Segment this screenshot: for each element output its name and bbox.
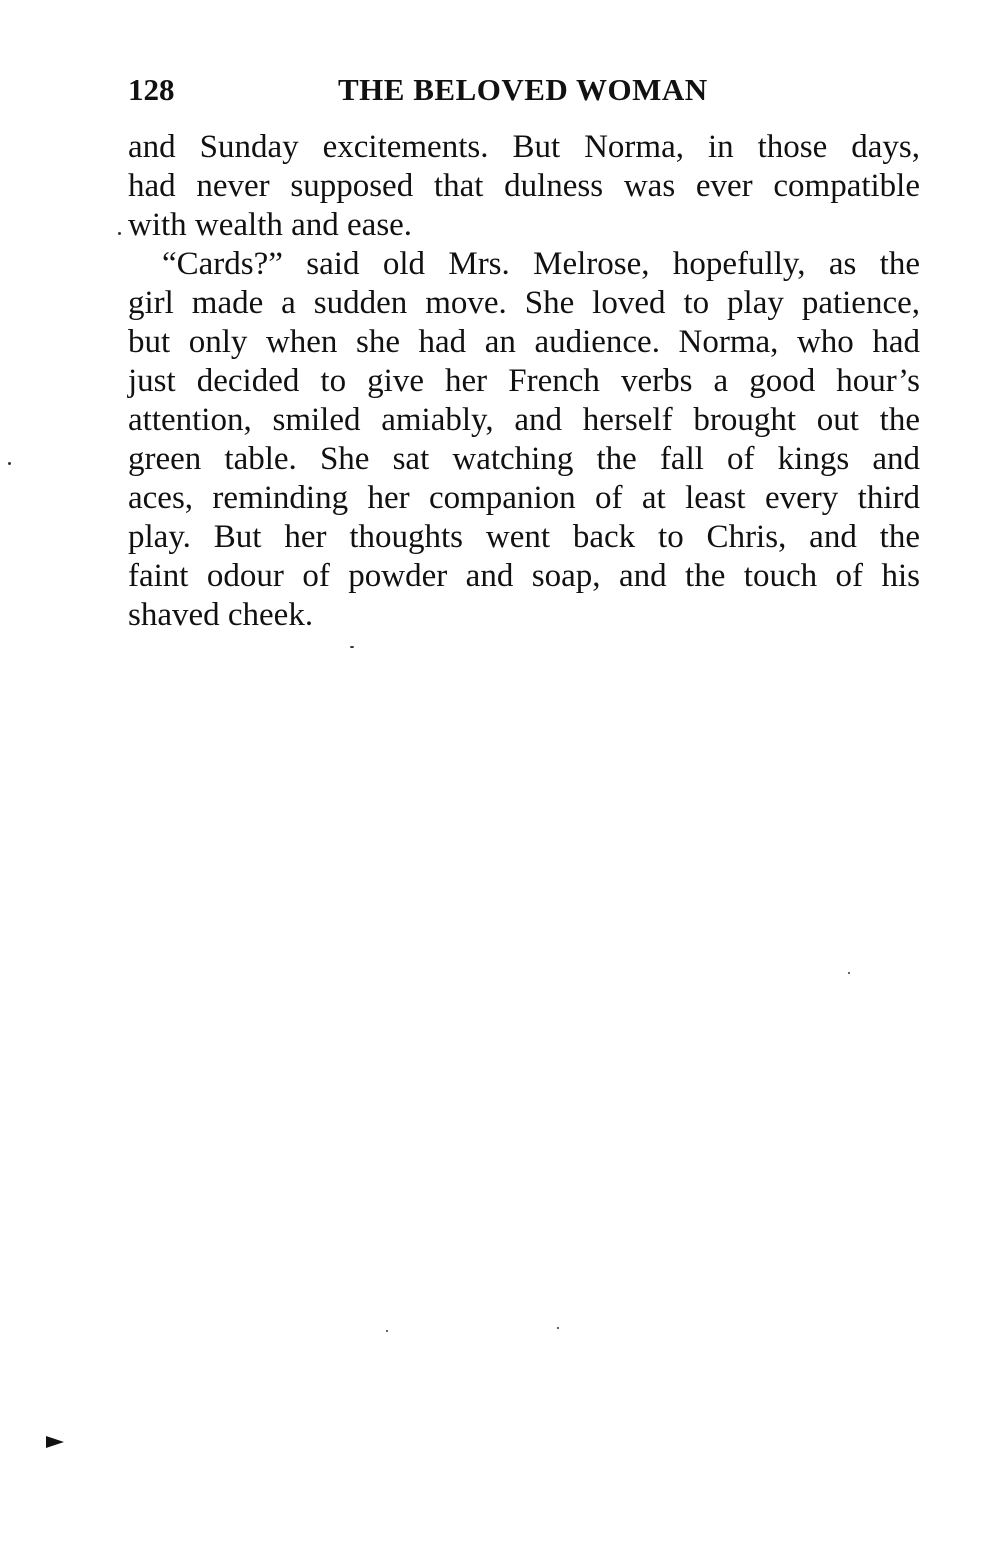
paragraph	[128, 245, 920, 635]
text-line: but only when she had an audience. Norma, who had	[128, 324, 920, 360]
text-line: play. But her thoughts went back to Chris, and the	[128, 519, 920, 555]
text-line: just decided to give her French verbs a good hour’s	[128, 363, 920, 399]
text-line: and Sunday excitements. But Norma, in those days,	[128, 129, 920, 165]
book-title: THE BELOVED WOMAN	[338, 72, 708, 107]
text-line: shaved cheek.	[128, 597, 314, 633]
margin-arrow-mark	[46, 1436, 64, 1448]
scan-speck	[386, 1330, 388, 1332]
text-line: with wealth and ease.	[128, 207, 413, 243]
text-line: attention, smiled amiably, and herself brought out the	[128, 402, 920, 438]
page-number: 128	[128, 72, 175, 107]
scan-speck	[848, 972, 850, 974]
text-line: aces, reminding her companion of at least every third	[128, 480, 920, 516]
scan-speck	[557, 1327, 559, 1329]
scan-speck	[350, 646, 354, 648]
text-line: faint odour of powder and soap, and the touch of his	[128, 558, 920, 594]
text-line: girl made a sudden move. She loved to play patience,	[128, 285, 920, 321]
scan-speck	[118, 232, 121, 235]
text-line: “Cards?” said old Mrs. Melrose, hopefully, as the	[162, 246, 920, 282]
text-line: had never supposed that dulness was ever compatible	[128, 168, 920, 204]
scan-speck	[8, 462, 11, 465]
body-text	[128, 128, 920, 635]
paragraph	[128, 128, 920, 245]
running-head	[128, 72, 920, 116]
text-line: green table. She sat watching the fall of kings and	[128, 441, 920, 477]
